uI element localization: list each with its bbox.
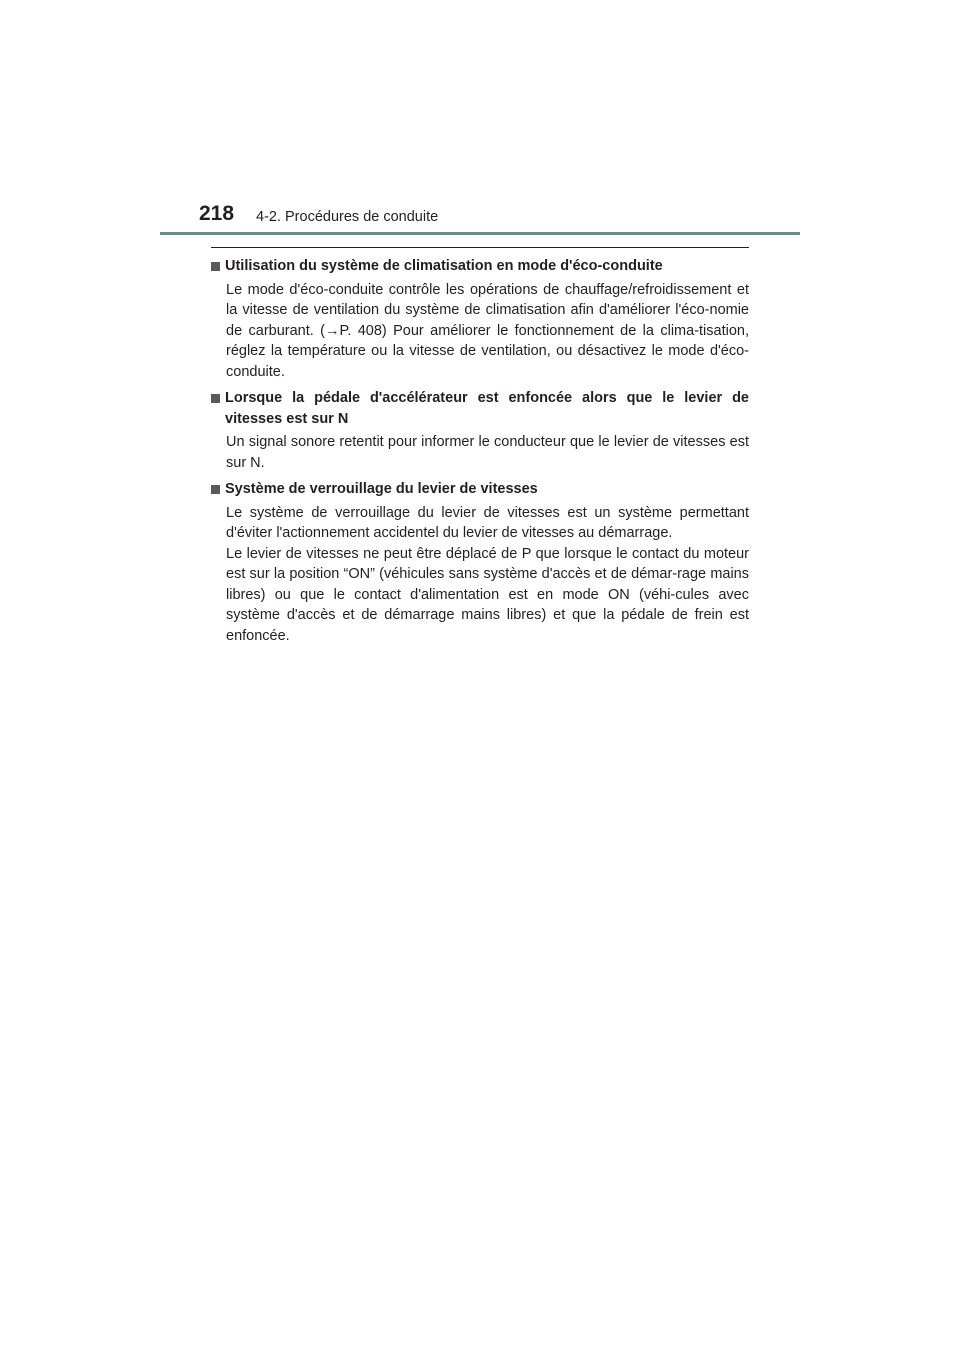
item-body [226,432,749,473]
item-body [226,503,749,647]
item-paragraph: Le système de verrouillage du levier de vitesses est un système permettant d'éviter l'actionnement accidentel du levier de vitesses au démarrage. [226,504,749,541]
item-paragraph: Le levier de vitesses ne peut être déplacé de P que lorsque le contact du moteur est sur la position “ON” (véhicules sans système d'accès et de démar-rage mains libres) ou que le contact d'alimentation est en mode ON (véhi-cules avec système d'accès et de démarrage mains libres) et que la pédale de frein est enfoncée. [226,545,749,644]
page-number: 218 [199,202,235,225]
content-rule [211,247,749,248]
section-item-accelerator-neutral [211,388,749,473]
item-body [226,280,749,383]
item-heading-text: Lorsque la pédale d'accélérateur est enfoncée alors que le levier de vitesses est sur N [225,390,749,427]
header-rule [160,232,800,235]
item-heading [211,388,749,429]
section-item-shift-lock [211,479,749,646]
square-bullet-icon [211,262,220,271]
item-heading [211,479,749,500]
item-paragraph: Un signal sonore retentit pour informer le conducteur que le levier de vitesses est sur N. [226,434,749,471]
item-heading [211,256,749,277]
section-item-eco-climate [211,256,749,382]
item-paragraph: Le mode d'éco-conduite contrôle les opérations de chauffage/refroidissement et la vitesse de ventilation du système de climatisation afin d'améliorer l'éco-nomie de carburant. (→P. 408) Pour améliorer le fonctionnement de la clima-tisation, réglez la température ou la vitesse de ventilation, ou désactivez le mode d'éco-conduite. [226,281,749,380]
square-bullet-icon [211,394,220,403]
item-heading-text: Système de verrouillage du levier de vitesses [225,481,538,497]
section-title: 4-2. Procédures de conduite [256,209,439,225]
square-bullet-icon [211,485,220,494]
item-heading-text: Utilisation du système de climatisation en mode d'éco-conduite [225,258,663,274]
content-area [211,256,749,646]
